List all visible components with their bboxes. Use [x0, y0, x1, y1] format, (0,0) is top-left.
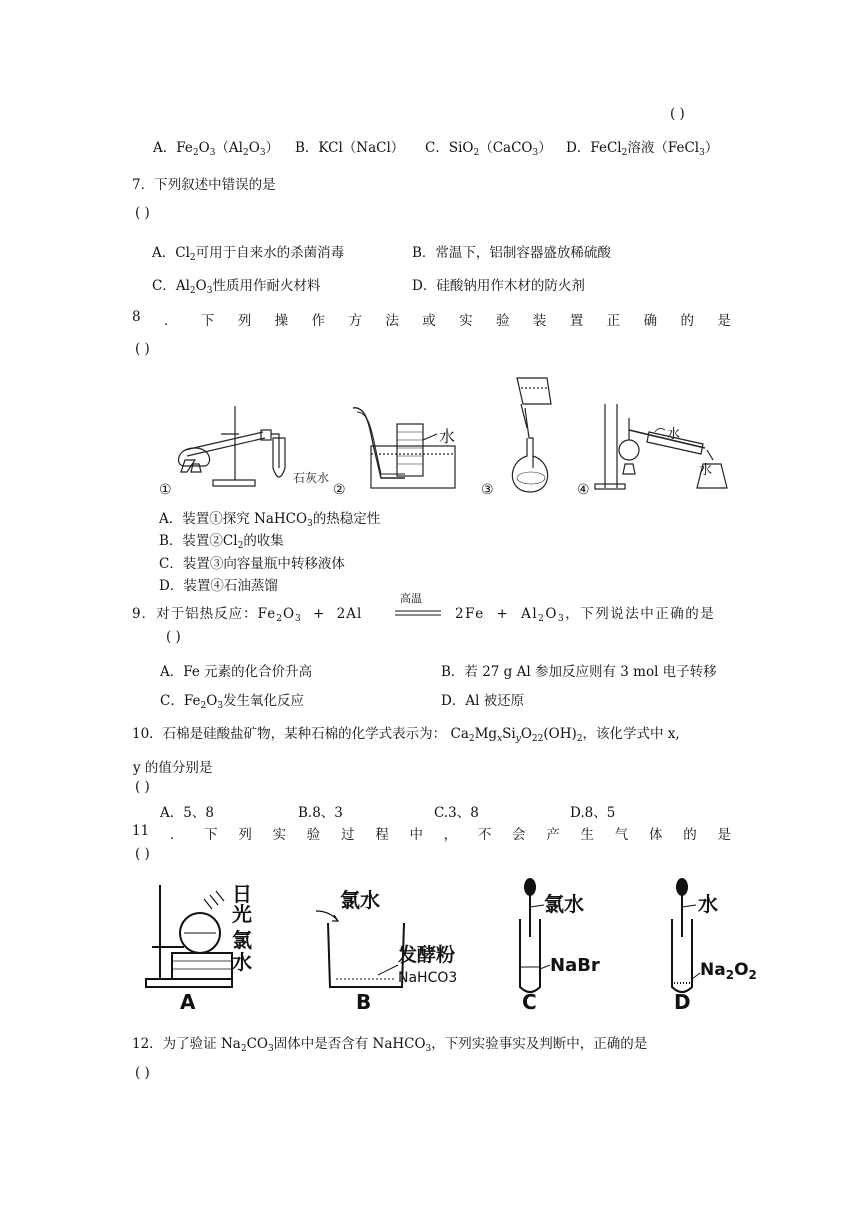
q8-option-c: C．装置③向容量瓶中转移液体 [159, 556, 345, 572]
b-salt-label: NaHCO3 [398, 970, 458, 986]
q8-char: ． [163, 313, 178, 329]
q8-char: 或 [422, 313, 436, 329]
b-letter: B [356, 990, 372, 1014]
a-light-label: 光 [232, 902, 252, 926]
fig-label-3: ③ [481, 482, 494, 498]
q12-stem: 12．为了验证 $Na_2CO_3$固体中是否含有 NaHCO$_3$，下列实验事实及判断中，正确的是 [132, 1036, 648, 1054]
q11-experiment-figure [140, 875, 780, 1015]
q9-reaction-arrow [395, 609, 441, 617]
c-salt-label: NaBr [550, 955, 600, 976]
q8-char: 装 [532, 313, 547, 329]
q8-char: 下 [200, 313, 215, 329]
experiment-d [672, 879, 757, 1014]
q9-reaction-condition: 高温 [400, 592, 422, 605]
q9-stem-right: $2Fe + Al_2O_3$，下列说法中正确的是 [455, 606, 716, 624]
q11-char: 是 [717, 827, 731, 843]
c-chlorine-water-label: 氯水 [544, 892, 584, 916]
apparatus-2-gas-collection [333, 408, 455, 498]
b-chlorine-water-label: 氯水 [340, 888, 380, 912]
q10-stem: 10．石棉是硅酸盐矿物，某种石棉的化学式表示为： $Ca_2Mg_xSi_yO_{22}(OH)_2$，该化学式中 x, [132, 726, 680, 744]
q8-char: 实 [459, 313, 473, 329]
apparatus-4-distillation [577, 404, 727, 498]
q11-char: 中 [409, 827, 423, 843]
q8-option-b: B．装置$②Cl_2$的收集 [159, 533, 284, 551]
q8-char: 的 [680, 313, 694, 329]
experiment-c [520, 879, 600, 1014]
q6-option-b: B．KCl（NaCl） [295, 140, 405, 156]
q9-option-b: B．若 27 g Al 参加反应则有 3 mol 电子转移 [441, 664, 717, 680]
q11-char: 产 [546, 827, 560, 843]
water-label-2: 水 [439, 427, 456, 446]
q10-answer-paren: ( ) [135, 779, 150, 795]
q11-answer-paren: ( ) [135, 846, 150, 862]
q8-char: 确 [643, 313, 658, 329]
fig-label-1: ① [159, 482, 172, 498]
q8-option-d: D．装置④石油蒸馏 [159, 578, 278, 594]
q7-option-d: D．硅酸钠用作木材的防火剂 [412, 278, 585, 294]
q8-char: 方 [348, 313, 362, 329]
a-letter: A [180, 990, 196, 1014]
q8-char: 验 [496, 313, 510, 329]
q10-option-b: B.8、3 [298, 805, 343, 821]
q11-char: 验 [306, 827, 321, 843]
q11-stem [132, 823, 731, 843]
apparatus-1-heating [179, 406, 329, 486]
q11-char: 实 [272, 827, 287, 843]
q11-char: 的 [683, 827, 697, 843]
q10-option-a: A．5、8 [160, 805, 214, 821]
water-in-label: 水 [667, 427, 681, 442]
q9-answer-paren: ( ) [166, 629, 181, 645]
q10-formula: $Ca_2Mg_xSi_yO_{22}(OH)_2$ [450, 726, 583, 744]
fig-label-4: ④ [577, 482, 590, 498]
q9-option-a: A．Fe 元素的化合价升高 [160, 664, 313, 680]
q10-option-c: C.3、8 [434, 805, 479, 821]
q11-char: 过 [341, 827, 355, 843]
d-salt-label: $Na_2O_2$ [700, 960, 757, 982]
q8-char: 置 [569, 313, 584, 329]
q11-char: 程 [375, 827, 389, 843]
b-powder-label: 发酵粉 [398, 944, 456, 966]
q11-char: ． [169, 827, 184, 843]
q11-char: 不 [477, 827, 492, 843]
q12-answer-paren: ( ) [135, 1065, 150, 1081]
fig-label-2: ② [333, 482, 346, 498]
q8-apparatus-figure [155, 368, 755, 498]
q8-stem [132, 309, 731, 329]
q8-char: 操 [274, 313, 289, 329]
q6-answer-paren: ( ) [670, 106, 685, 122]
q9-option-d: D．Al 被还原 [441, 693, 525, 709]
q8-char: 作 [311, 313, 326, 329]
q7-answer-paren: ( ) [135, 205, 150, 221]
q8-char: 法 [385, 313, 399, 329]
q11-char: 会 [512, 827, 526, 843]
q11-char: 下 [204, 827, 218, 843]
q9-option-c: C．$Fe_2O_3$发生氧化反应 [160, 693, 304, 711]
q11-char: 气 [614, 827, 629, 843]
q6-option-a: A．$Fe_2O_3(Al_2O_3)$ [153, 140, 280, 158]
water-out-label: 水 [699, 463, 713, 478]
q8-char: 8 [132, 309, 141, 325]
d-letter: D [674, 990, 691, 1014]
q7-option-a: A．$Cl_2$可用于自来水的杀菌消毒 [152, 245, 345, 263]
q8-char: 正 [606, 313, 621, 329]
q10-option-d: D.8、5 [570, 805, 616, 821]
q8-option-a: A．装置①探究 NaHCO$_3$的热稳定性 [159, 511, 381, 529]
q11-char: 列 [238, 827, 252, 843]
q11-char: 11 [132, 823, 150, 839]
experiment-b [316, 888, 457, 1014]
experiment-a [146, 882, 252, 1014]
q7-option-b: B．常温下，铝制容器盛放稀硫酸 [412, 245, 611, 261]
c-letter: C [522, 990, 537, 1014]
q11-char: 体 [648, 827, 663, 843]
d-water-label: 水 [698, 892, 718, 916]
q6-option-c: C．SiO$_2$（CaCO$_3$） [425, 140, 552, 158]
q7-option-c: C．$Al_2O_3$性质用作耐火材料 [152, 278, 321, 296]
q8-char: 列 [237, 313, 252, 329]
q11-char: 生 [580, 827, 595, 843]
apparatus-3-volumetric-flask [481, 378, 551, 498]
a-chlorine-label: 氯 [232, 928, 252, 952]
q11-char: ， [443, 827, 458, 843]
a-water-label: 水 [232, 950, 252, 974]
a-sun-label: 日 [232, 882, 252, 906]
q9-stem-left: 9．对于铝热反应：$Fe_2O_3 + 2Al$ [132, 606, 363, 624]
q6-option-d: D．FeCl$_2$溶液（FeCl$_3$） [566, 140, 719, 158]
q10-stem-line2: y 的值分别是 [133, 760, 213, 776]
q7-stem: 7．下列叙述中错误的是 [132, 177, 276, 193]
q8-answer-paren: ( ) [135, 341, 150, 357]
limewater-label: 石灰水 [293, 471, 330, 485]
q8-char: 是 [717, 313, 731, 329]
